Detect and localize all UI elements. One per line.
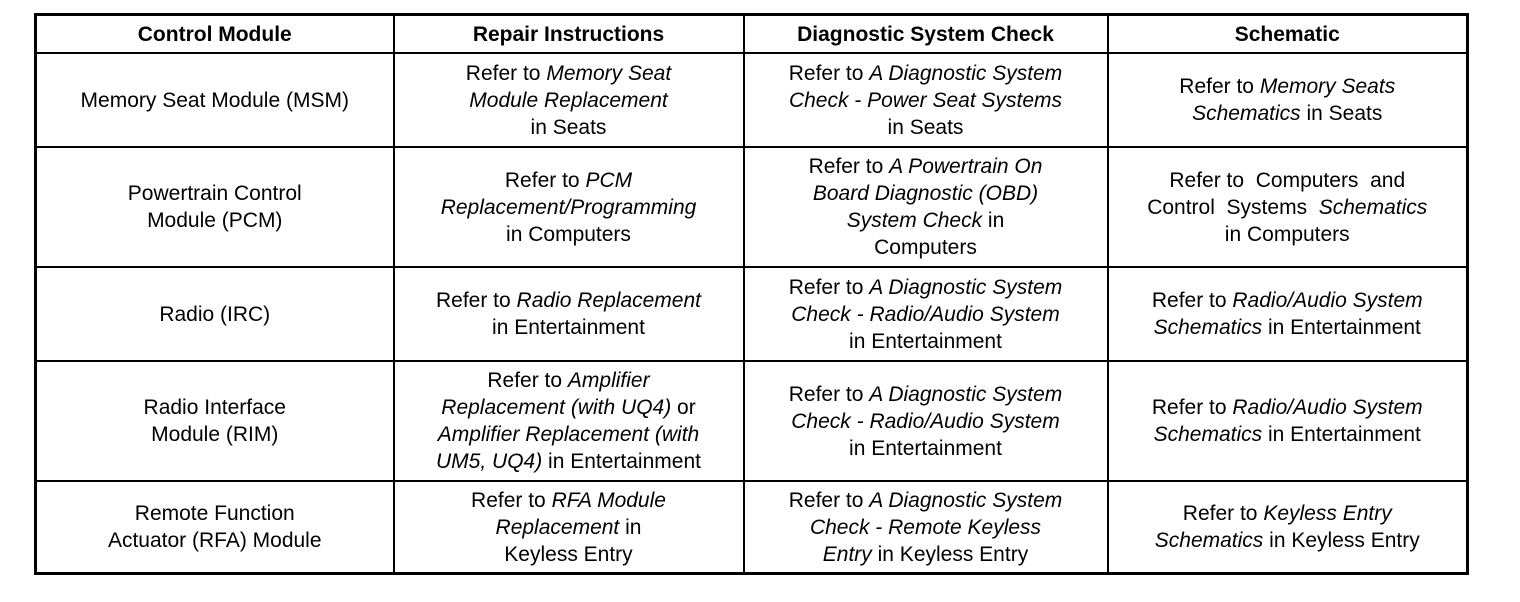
cell-repair-instructions <box>394 53 744 147</box>
reference-text: Refer to <box>504 168 586 192</box>
reference-text: Refer to <box>1182 502 1264 525</box>
italic-reference-text: Radio/Audio System <box>1232 289 1423 312</box>
reference-text: in Computers <box>506 222 631 246</box>
cell-control-module <box>36 267 394 361</box>
cell-line <box>753 234 1099 261</box>
italic-reference-text: Check - Remote Keyless <box>809 515 1042 539</box>
cell-line <box>403 60 735 87</box>
reference-text: Refer to <box>1151 396 1233 419</box>
italic-reference-text: Check - Radio/Audio System <box>791 302 1060 326</box>
italic-reference-text: Schematics <box>1153 316 1263 339</box>
cell-diagnostic-system-check <box>744 53 1108 147</box>
cell-diagnostic-system-check <box>744 267 1108 361</box>
cell-line <box>1117 500 1459 527</box>
reference-text: Refer to <box>1179 75 1260 98</box>
reference-text: Refer to <box>788 488 870 512</box>
cell-schematic <box>1108 147 1468 267</box>
reference-text: Keyless Entry <box>504 542 633 566</box>
reference-text: in Keyless Entry <box>871 542 1029 566</box>
cell-line <box>403 514 735 541</box>
reference-text: in Entertainment <box>542 450 701 473</box>
italic-reference-text: Radio Replacement <box>516 289 701 312</box>
italic-reference-text: Replacement <box>495 515 620 539</box>
italic-reference-text: Memory Seat <box>546 61 672 85</box>
reference-text: in Keyless Entry <box>1263 529 1420 552</box>
italic-reference-text: Check - Power Seat Systems <box>788 88 1063 112</box>
cell-line <box>403 114 735 141</box>
reference-text: Refer to <box>1151 289 1233 312</box>
italic-reference-text: A Powertrain On <box>889 155 1043 178</box>
cell-line <box>1117 73 1459 100</box>
cell-line <box>1117 194 1459 221</box>
cell-line <box>753 207 1099 234</box>
reference-text: in Entertainment <box>849 436 1002 460</box>
italic-reference-text: A Diagnostic System <box>869 488 1063 512</box>
cell-schematic <box>1108 481 1468 574</box>
cell-schematic <box>1108 267 1468 361</box>
cell-line <box>753 114 1099 141</box>
cell-line <box>403 167 735 194</box>
italic-reference-text: UM5, UQ4) <box>436 450 543 473</box>
italic-reference-text: Schematics <box>1318 195 1428 219</box>
reference-text: Refer to <box>471 488 552 512</box>
cell-repair-instructions <box>394 147 744 267</box>
cell-line <box>1117 421 1459 448</box>
cell-schematic <box>1108 361 1468 481</box>
header-diagnostic-system-check: Diagnostic System Check <box>744 15 1108 54</box>
cell-control-module <box>36 53 394 147</box>
reference-text: Refer to <box>487 369 568 392</box>
reference-text: in Entertainment <box>1262 423 1421 446</box>
cell-line <box>403 87 735 114</box>
reference-text: Refer to Computers and <box>1169 168 1406 192</box>
reference-text: Refer to <box>788 382 870 406</box>
cell-line <box>753 301 1099 328</box>
italic-reference-text: A Diagnostic System <box>869 61 1063 85</box>
cell-line <box>1117 100 1459 127</box>
cell-line <box>753 60 1099 87</box>
cell-line <box>753 487 1099 514</box>
cell-line <box>753 514 1099 541</box>
italic-reference-text: Replacement/Programming <box>440 195 697 219</box>
italic-reference-text: Schematics <box>1153 423 1263 446</box>
cell-control-module <box>36 481 394 574</box>
cell-line: Actuator (RFA) Module <box>107 529 322 552</box>
reference-text: Computers <box>874 236 977 259</box>
cell-line <box>753 381 1099 408</box>
reference-text: Refer to <box>465 61 547 85</box>
italic-reference-text: System Check <box>846 209 983 232</box>
reference-text: in Seats <box>1300 102 1383 125</box>
reference-text: Refer to <box>788 61 870 85</box>
cell-line: Radio Interface <box>143 396 286 419</box>
cell-diagnostic-system-check <box>744 361 1108 481</box>
header-repair-instructions: Repair Instructions <box>394 15 744 54</box>
cell-diagnostic-system-check <box>744 147 1108 267</box>
cell-line <box>1117 314 1459 341</box>
italic-reference-text: A Diagnostic System <box>869 382 1063 406</box>
italic-reference-text: Schematics <box>1192 102 1301 125</box>
cell-line <box>403 367 735 394</box>
cell-line: Memory Seat Module (MSM) <box>80 88 349 112</box>
reference-text: in Entertainment <box>1262 316 1421 339</box>
italic-reference-text: A Diagnostic System <box>869 275 1063 299</box>
italic-reference-text: Check - Radio/Audio System <box>791 409 1060 433</box>
cell-repair-instructions <box>394 267 744 361</box>
reference-text: Refer to <box>788 275 870 299</box>
cell-line <box>753 541 1099 568</box>
cell-repair-instructions <box>394 361 744 481</box>
table-row <box>36 53 1468 147</box>
cell-line <box>403 194 735 221</box>
cell-line <box>403 287 735 314</box>
reference-text: Control Systems <box>1147 195 1319 219</box>
italic-reference-text: Schematics <box>1154 529 1264 552</box>
header-control-module: Control Module <box>36 15 394 54</box>
cell-line: Remote Function <box>134 502 295 525</box>
cell-line <box>403 541 735 568</box>
cell-line <box>753 87 1099 114</box>
cell-line: Module (RIM) <box>151 423 279 446</box>
cell-line <box>753 435 1099 462</box>
cell-line <box>403 394 735 421</box>
cell-line <box>403 487 735 514</box>
cell-line: Radio (IRC) <box>159 302 271 326</box>
italic-reference-text: Memory Seats <box>1259 75 1396 98</box>
italic-reference-text: Replacement (with UQ4) <box>441 396 672 419</box>
reference-text: Refer to <box>436 289 517 312</box>
cell-line <box>1117 167 1459 194</box>
cell-line <box>753 274 1099 301</box>
cell-line <box>753 408 1099 435</box>
reference-text: in Entertainment <box>492 316 645 339</box>
reference-text: in Seats <box>887 115 964 139</box>
italic-reference-text: Amplifier <box>567 369 650 392</box>
italic-reference-text: Module Replacement <box>469 88 668 112</box>
cell-line <box>753 153 1099 180</box>
reference-text: or <box>671 396 696 419</box>
header-row <box>36 15 1468 54</box>
cell-control-module <box>36 147 394 267</box>
italic-reference-text: RFA Module <box>551 488 666 512</box>
cell-repair-instructions <box>394 481 744 574</box>
cell-line <box>403 448 735 475</box>
italic-reference-text: Radio/Audio System <box>1232 396 1423 419</box>
reference-text: in <box>619 515 642 539</box>
cell-line <box>1117 527 1459 554</box>
table-row <box>36 267 1468 361</box>
cell-line <box>753 328 1099 355</box>
table-row <box>36 147 1468 267</box>
module-reference-table <box>34 13 1469 575</box>
cell-line <box>1117 394 1459 421</box>
italic-reference-text: Keyless Entry <box>1263 502 1392 525</box>
italic-reference-text: Entry <box>822 542 872 566</box>
cell-line <box>403 221 735 248</box>
cell-control-module <box>36 361 394 481</box>
reference-text: in Computers <box>1224 222 1350 246</box>
reference-text: in <box>982 209 1005 232</box>
reference-text: in Entertainment <box>849 329 1002 353</box>
cell-line <box>753 180 1099 207</box>
cell-line: Powertrain Control <box>127 182 302 205</box>
header-schematic: Schematic <box>1108 15 1468 54</box>
table-row <box>36 481 1468 574</box>
cell-line: Module (PCM) <box>147 209 283 232</box>
cell-line <box>1117 287 1459 314</box>
cell-schematic <box>1108 53 1468 147</box>
cell-diagnostic-system-check <box>744 481 1108 574</box>
reference-text: Refer to <box>808 155 890 178</box>
cell-line <box>403 314 735 341</box>
cell-line <box>1117 221 1459 248</box>
italic-reference-text: PCM <box>585 168 633 192</box>
italic-reference-text: Amplifier Replacement (with <box>437 423 700 446</box>
reference-text: in Seats <box>530 115 607 139</box>
cell-line <box>403 421 735 448</box>
italic-reference-text: Board Diagnostic (OBD) <box>812 182 1039 205</box>
table-row <box>36 361 1468 481</box>
